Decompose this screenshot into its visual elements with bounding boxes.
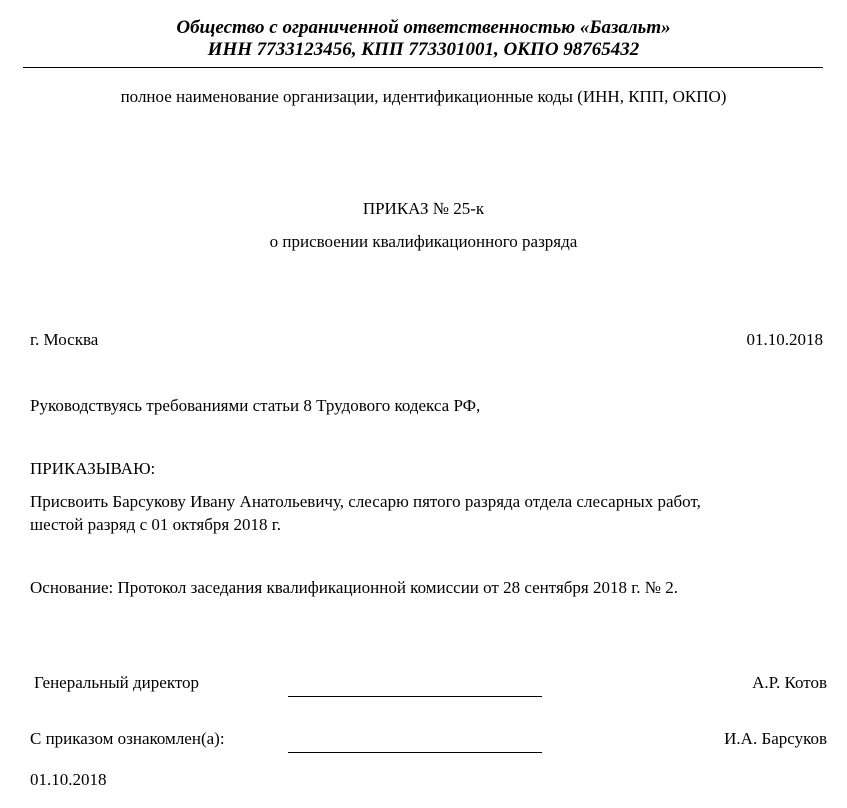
order-word: ПРИКАЗЫВАЮ:	[30, 459, 156, 478]
org-name: Общество с ограниченной ответственностью «Базальт»	[176, 17, 671, 38]
order-line-1: Присвоить Барсукову Ивану Анатольевичу, слесарю пятого разряда отдела слесарных работ,	[30, 492, 701, 511]
basis: Основание: Протокол заседания квалификационной комиссии от 28 сентября 2018 г. № 2.	[30, 578, 679, 597]
director-name: А.Р. Котов	[752, 673, 827, 692]
acknowledged-label: С приказом ознакомлен(а):	[30, 729, 225, 748]
org-codes: ИНН 7733123456, КПП 773301001, ОКПО 98765432	[207, 39, 640, 60]
order-city: г. Москва	[30, 330, 99, 349]
order-subject: о присвоении квалификационного разряда	[269, 232, 578, 251]
order-title: ПРИКАЗ № 25-к	[362, 199, 485, 218]
org-caption: полное наименование организации, идентификационные коды (ИНН, КПП, ОКПО)	[120, 87, 727, 106]
header-divider	[23, 67, 823, 68]
preamble: Руководствуясь требованиями статьи 8 Трудового кодекса РФ,	[30, 396, 481, 415]
director-title: Генеральный директор	[34, 673, 200, 692]
employee-signature-line	[288, 752, 542, 753]
director-signature-line	[288, 696, 542, 697]
employee-name: И.А. Барсуков	[724, 729, 827, 748]
order-date: 01.10.2018	[746, 330, 823, 349]
acknowledgment-date: 01.10.2018	[30, 770, 107, 789]
order-line-2: шестой разряд с 01 октября 2018 г.	[30, 515, 282, 534]
